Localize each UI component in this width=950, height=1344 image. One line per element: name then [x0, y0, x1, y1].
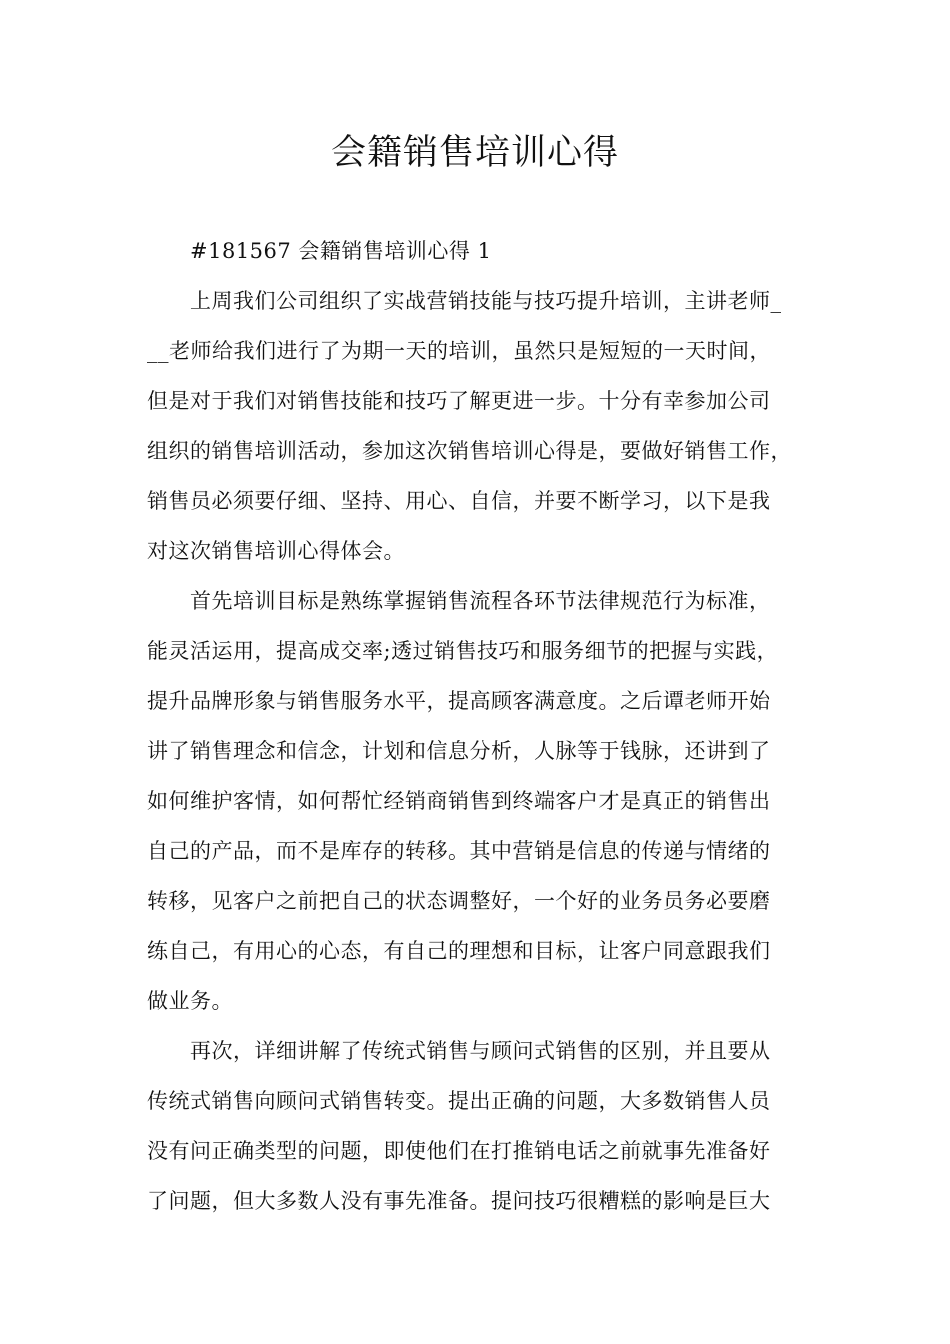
- paragraph-line: 对这次销售培训心得体会。: [147, 539, 405, 563]
- paragraph-line: 自己的产品，而不是库存的转移。其中营销是信息的传递与情绪的: [147, 839, 771, 863]
- paragraph-line: 再次，详细讲解了传统式销售与顾问式销售的区别，并且要从: [190, 1039, 771, 1063]
- paragraph-line: 但是对于我们对销售技能和技巧了解更进一步。十分有幸参加公司: [147, 389, 771, 413]
- paragraph-line: 没有问正确类型的问题，即使他们在打推销电话之前就事先准备好: [147, 1139, 771, 1163]
- paragraph-line: 销售员必须要仔细、坚持、用心、自信，并要不断学习，以下是我: [147, 489, 771, 513]
- paragraph-line: 组织的销售培训活动，参加这次销售培训心得是，要做好销售工作，: [147, 439, 792, 463]
- paragraph-line: 了问题，但大多数人没有事先准备。提问技巧很糟糕的影响是巨大: [147, 1189, 771, 1213]
- paragraph-line: 提升品牌形象与销售服务水平，提高顾客满意度。之后谭老师开始: [147, 689, 771, 713]
- paragraph-line: 转移，见客户之前把自己的状态调整好，一个好的业务员务必要磨: [147, 889, 771, 913]
- paragraph-line: 能灵活运用，提高成交率;透过销售技巧和服务细节的把握与实践，: [147, 639, 779, 663]
- paragraph-line: 做业务。: [147, 989, 233, 1013]
- paragraph-line: 练自己，有用心的心态，有自己的理想和目标，让客户同意跟我们: [147, 939, 771, 963]
- paragraph-line: 首先培训目标是熟练掌握销售流程各环节法律规范行为标准，: [190, 589, 771, 613]
- paragraph-line: 如何维护客情，如何帮忙经销商销售到终端客户才是真正的销售出: [147, 789, 771, 813]
- document-id-line: #181567 会籍销售培训心得 1: [190, 239, 492, 263]
- paragraph-line: 讲了销售理念和信念，计划和信息分析，人脉等于钱脉，还讲到了: [147, 739, 771, 763]
- document-title: 会籍销售培训心得: [330, 133, 619, 173]
- paragraph-line: 传统式销售向顾问式销售转变。提出正确的问题，大多数销售人员: [147, 1089, 771, 1113]
- paragraph-line: 上周我们公司组织了实战营销技能与技巧提升培训，主讲老师_: [190, 289, 782, 313]
- paragraph-line: __老师给我们进行了为期一天的培训，虽然只是短短的一天时间，: [147, 339, 771, 363]
